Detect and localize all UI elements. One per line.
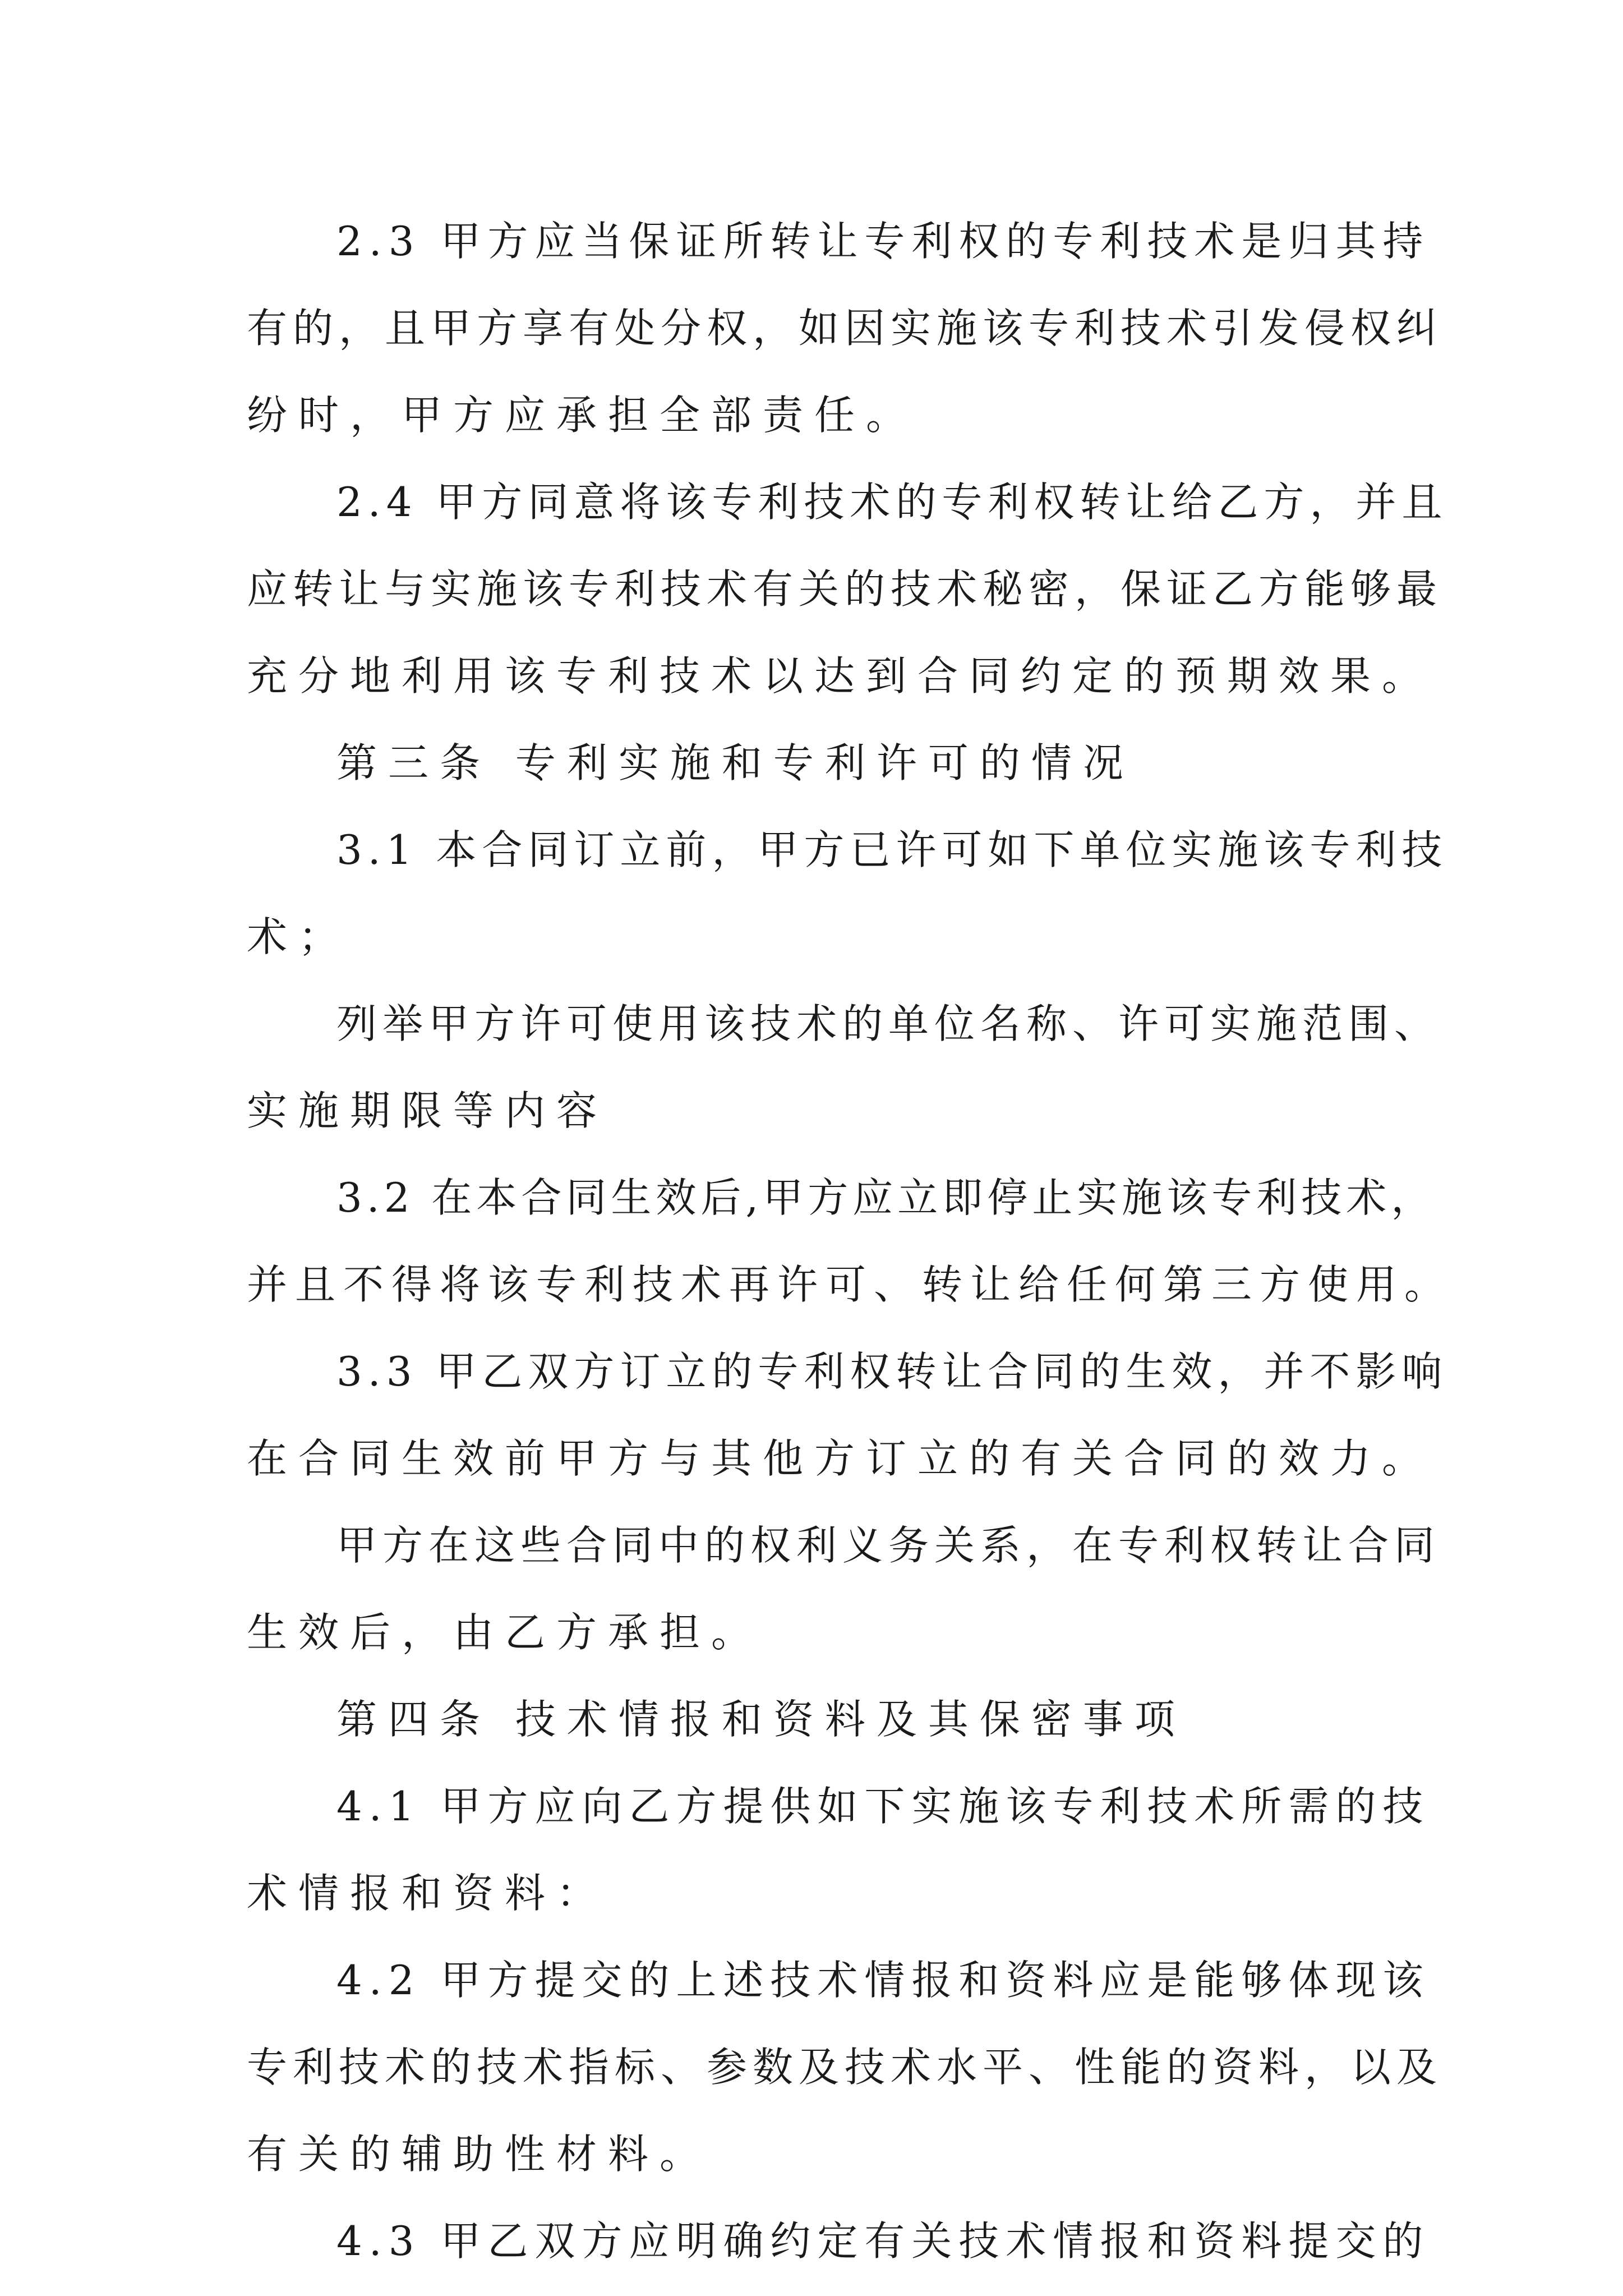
paragraph-2-4-line-1: 2.4 甲方同意将该专利技术的专利权转让给乙方，并且 bbox=[336, 478, 1448, 526]
paragraph-2-3-line-2: 有的，且甲方享有处分权，如因实施该专利技术引发侵权纠 bbox=[247, 305, 1443, 352]
paragraph-3-2-line-1: 3.2 在本合同生效后,甲方应立即停止实施该专利技术， bbox=[336, 1174, 1436, 1221]
paragraph-4-1-line-1: 4.1 甲方应向乙方提供如下实施该专利技术所需的技 bbox=[336, 1783, 1430, 1830]
paragraph-2-3-line-3: 纷时，甲方应承担全部责任。 bbox=[247, 392, 918, 439]
paragraph-4-2-line-1: 4.2 甲方提交的上述技术情报和资料应是能够体现该 bbox=[336, 1957, 1430, 2004]
paragraph-4-1-line-2: 术情报和资料： bbox=[247, 1870, 608, 1917]
paragraph-3-1-line-1: 3.1 本合同订立前，甲方已许可如下单位实施该专利技 bbox=[336, 826, 1448, 873]
paragraph-3-3-line-1: 3.3 甲乙双方订立的专利权转让合同的生效，并不影响 bbox=[336, 1348, 1448, 1395]
paragraph-3-3b-line-1: 甲方在这些合同中的权利义务关系，在专利权转让合同 bbox=[336, 1522, 1441, 1569]
paragraph-3-1-line-2: 术； bbox=[247, 913, 351, 960]
paragraph-2-3-line-1: 2.3 甲方应当保证所转让专利权的专利技术是归其持 bbox=[336, 218, 1430, 265]
paragraph-2-4-line-2: 应转让与实施该专利技术有关的技术秘密，保证乙方能够最 bbox=[247, 565, 1443, 613]
paragraph-2-4-line-3: 充分地利用该专利技术以达到合同约定的预期效果。 bbox=[247, 652, 1434, 700]
paragraph-4-2-line-2: 专利技术的技术指标、参数及技术水平、性能的资料，以及 bbox=[247, 2044, 1443, 2091]
paragraph-3-3b-line-2: 生效后，由乙方承担。 bbox=[247, 1609, 763, 1656]
paragraph-3-1-note-line-2: 实施期限等内容 bbox=[247, 1087, 608, 1134]
paragraph-4-3-line-1: 4.3 甲乙双方应明确约定有关技术情报和资料提交的 bbox=[336, 2217, 1430, 2265]
paragraph-4-2-line-3: 有关的辅助性材料。 bbox=[247, 2131, 712, 2178]
paragraph-3-1-note-line-1: 列举甲方许可使用该技术的单位名称、许可实施范围、 bbox=[336, 1000, 1441, 1047]
section-heading-3: 第三条 专利实施和专利许可的情况 bbox=[336, 739, 1135, 786]
section-heading-4: 第四条 技术情报和资料及其保密事项 bbox=[336, 1696, 1186, 1743]
paragraph-3-3-line-2: 在合同生效前甲方与其他方订立的有关合同的效力。 bbox=[247, 1435, 1434, 1482]
paragraph-3-2-line-2: 并且不得将该专利技术再许可、转让给任何第三方使用。 bbox=[247, 1261, 1453, 1308]
